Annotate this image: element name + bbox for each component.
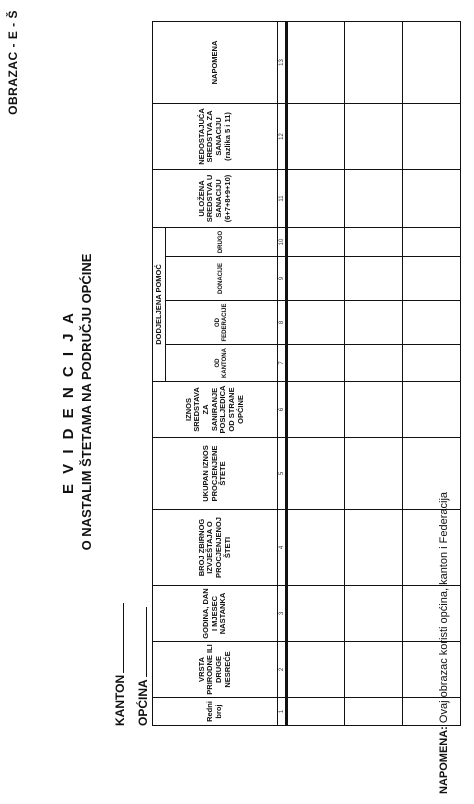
table-cell[interactable] [287,103,345,169]
table-row [403,21,461,725]
column-number: 13 [278,21,287,103]
table-cell[interactable] [345,586,403,642]
table-cell[interactable] [287,301,345,345]
opcina-input-line[interactable] [137,607,147,677]
table-cell[interactable] [403,438,461,510]
column-number: 10 [278,227,287,256]
table-cell[interactable] [403,586,461,642]
kanton-label: KANTON [113,674,127,726]
column-number: 1 [278,698,287,726]
page-title: E V I D E N C I J A [60,310,77,494]
page-subtitle: O NASTALIM ŠTETAMA NA PODRUČJU OPĆINE [79,253,94,551]
table-cell[interactable] [287,21,345,103]
table-cell[interactable] [403,345,461,382]
column-number: 2 [278,642,287,698]
header-napomena: NAPOMENA [153,21,278,103]
header-od-federacije: OD FEDERACIJE [166,301,278,345]
table-cell[interactable] [403,103,461,169]
footnote-text: Ovaj obrazac koristi općina, kanton i Federacija [438,491,450,727]
header-donacije: DONACIJE [166,257,278,301]
evidence-table [152,21,461,726]
kanton-input-line[interactable] [114,603,124,673]
table-cell[interactable] [403,257,461,301]
title-block [60,150,94,654]
table-cell[interactable] [403,169,461,227]
column-number-row [278,21,287,725]
table-cell[interactable] [345,21,403,103]
table-cell[interactable] [403,227,461,256]
table-cell[interactable] [287,227,345,256]
table-cell[interactable] [345,169,403,227]
column-number: 9 [278,257,287,301]
table-cell[interactable] [403,698,461,726]
column-number: 8 [278,301,287,345]
footnote [438,492,450,794]
table-cell[interactable] [287,698,345,726]
table-cell[interactable] [287,257,345,301]
table-row [287,21,345,725]
table-cell[interactable] [403,642,461,698]
table-row [345,21,403,725]
footnote-label: NAPOMENA: [438,726,450,794]
table-cell[interactable] [345,642,403,698]
header-ukupan-iznos: UKUPAN IZNOS PROCJENJENE ŠTETE [153,438,278,510]
table-cell[interactable] [345,103,403,169]
header-od-kantona: OD KANTONA [166,345,278,382]
table-header-row [153,21,166,725]
header-broj-zbirnog: BROJ ZBIRNOG IZVJEŠTAJA O PROCJENJENOJ ŠTETI [153,510,278,586]
table-cell[interactable] [345,301,403,345]
header-iznos-sredstava: IZNOS SREDSTAVA ZA SANIRANJE POSLJEDICA OD STRANE OPĆINE [153,382,278,438]
column-number: 11 [278,169,287,227]
header-vrsta: VRSTA PRIRODNE ILI DRUGE NESREĆE [153,642,278,698]
column-number: 12 [278,103,287,169]
form-code: OBRAZAC - E - Š [6,10,20,115]
column-number: 7 [278,345,287,382]
table-cell[interactable] [345,227,403,256]
column-number: 3 [278,586,287,642]
table-cell[interactable] [345,345,403,382]
table-cell[interactable] [287,510,345,586]
table-cell[interactable] [287,169,345,227]
table-cell[interactable] [345,382,403,438]
header-ulozena: ULOŽENA SREDSTVA U SANACIJU (6+7+8+9+10) [153,169,278,227]
table-cell[interactable] [403,21,461,103]
table-cell[interactable] [345,257,403,301]
table-cell[interactable] [287,438,345,510]
column-number: 5 [278,438,287,510]
header-dodjeljena-pomoc: DODJELJENA POMOĆ [153,227,166,381]
column-number: 4 [278,510,287,586]
opcina-label: OPĆINA [136,679,150,726]
table-cell[interactable] [287,382,345,438]
kanton-field [113,603,127,726]
table-cell[interactable] [287,345,345,382]
table-cell[interactable] [345,438,403,510]
header-drugo: DRUGO [166,227,278,256]
column-number: 6 [278,382,287,438]
table-cell[interactable] [287,586,345,642]
table-cell[interactable] [287,642,345,698]
table-cell[interactable] [403,301,461,345]
table-cell[interactable] [345,698,403,726]
table-cell[interactable] [403,510,461,586]
header-redni-broj: Redni broj [153,698,278,726]
opcina-field [136,607,150,726]
header-nedostajuca: NEDOSTAJUĆA SREDSTVA ZA SANACIJU (razlika 5 i 11) [153,103,278,169]
header-godina: GODINA, DAN I MJESEC NASTANKA [153,586,278,642]
table-cell[interactable] [403,382,461,438]
table-cell[interactable] [345,510,403,586]
